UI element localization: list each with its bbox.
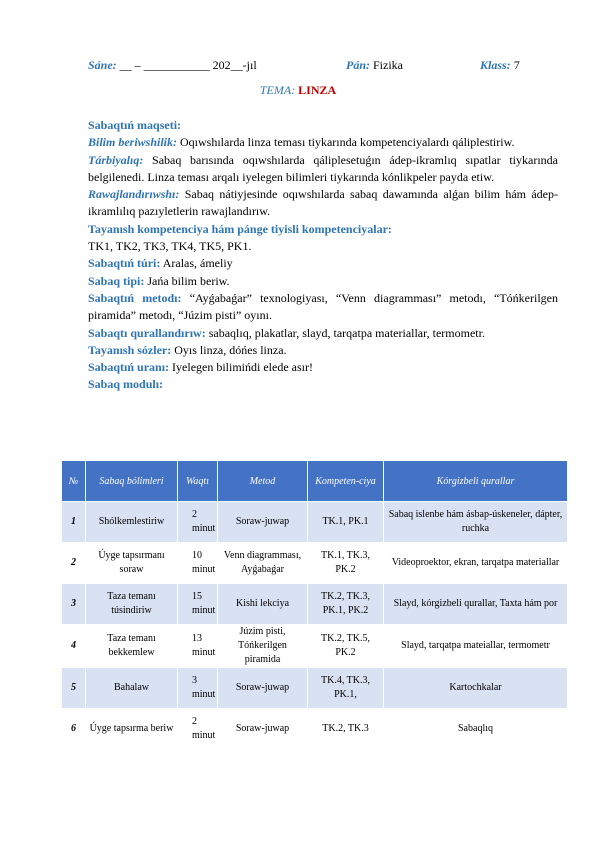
aim-developmental <box>88 186 558 221</box>
row-competency: TK.1, TK.3, PK.2 <box>308 543 384 584</box>
table-row <box>62 502 568 543</box>
lesson-motto <box>88 359 558 376</box>
row-time: 2 minut <box>178 709 218 750</box>
row-method: Soraw-juwap <box>218 709 308 750</box>
upbringing-label: Tárbiyalıq: <box>88 152 144 167</box>
lesson-type-label: Sabaq tipi: <box>88 273 145 288</box>
date-label: Sáne: <box>88 58 117 72</box>
key-words <box>88 342 558 359</box>
key-words-label: Tayanısh sózler: <box>88 342 172 357</box>
row-section: Taza temanı túsindiriw <box>86 584 178 625</box>
row-method: Kishi lekciya <box>218 584 308 625</box>
educational-label: Bilim beriwshilik: <box>88 135 178 150</box>
subject-value: Fizika <box>373 58 403 72</box>
developmental-label: Rawajlandırıwshı: <box>88 187 180 202</box>
col-header-method: Metod <box>218 461 308 502</box>
row-method: Soraw-juwap <box>218 668 308 709</box>
key-words-text: Oyıs linza, dóńes linza. <box>174 342 287 357</box>
row-competency: TK.2, TK.3, PK.1, PK.2 <box>308 584 384 625</box>
competencies-heading: Tayanısh kompetenciya hám pánge tiyisli kompetenciyalar: <box>88 221 392 236</box>
class-label: Klass: <box>480 58 511 72</box>
lesson-kind <box>88 255 558 272</box>
lesson-type-text: Jańa bilim beriw. <box>147 273 230 288</box>
row-method: Júzim pisti, Tóńkerilgen piramida <box>218 625 308 668</box>
row-number: 5 <box>62 668 86 709</box>
col-header-sections: Sabaq bólimleri <box>86 461 178 502</box>
aim-upbringing <box>88 152 558 187</box>
aim-heading: Sabaqtıń maqseti: <box>88 118 182 132</box>
lesson-kind-text: Aralas, ámeliy <box>162 256 233 271</box>
developmental-text: Sabaq nátiyjesinde oqıwshılarda sabaq dawamında alǵan bilim hám ádep-ikramlılıq pazıyletlerin rawajlandırıw. <box>88 187 559 219</box>
date-field <box>88 58 257 73</box>
row-time: 15 minut <box>178 584 218 625</box>
table-row <box>62 584 568 625</box>
lesson-header <box>88 58 558 74</box>
table-row <box>62 543 568 584</box>
row-method: Venn diagramması, Ayǵabaǵar <box>218 543 308 584</box>
lesson-plan-body <box>88 117 558 394</box>
topic-value: LINZA <box>298 83 337 97</box>
col-header-competency: Kompeten-ciya <box>308 461 384 502</box>
lesson-kind-label: Sabaqtıń túri: <box>88 256 161 271</box>
row-number: 3 <box>62 584 86 625</box>
topic-label: TEMA: <box>259 83 296 97</box>
class-value: 7 <box>513 58 520 72</box>
col-header-number: № <box>62 461 86 502</box>
row-competency: TK.2, TK.5, PK.2 <box>308 625 384 668</box>
col-header-time: Waqtı <box>178 461 218 502</box>
educational-text: Oqıwshılarda linza teması tiykarında kompetenciyalardı qáliplestiriw. <box>180 135 515 150</box>
row-time: 3 minut <box>178 668 218 709</box>
competencies-text: TK1, TK2, TK3, TK4, TK5, PK1. <box>88 239 252 254</box>
lesson-method-label: Sabaqtıń metodı: <box>88 290 182 305</box>
row-visual-aids: Slayd, kórgizbeli qurallar, Taxta hám por <box>384 584 568 625</box>
lesson-type <box>88 273 558 290</box>
row-competency: TK.2, TK.3 <box>308 709 384 750</box>
row-visual-aids: Kartochkalar <box>384 668 568 709</box>
row-section: Úyge tapsırmanı soraw <box>86 543 178 584</box>
row-time: 13 minut <box>178 625 218 668</box>
row-number: 1 <box>62 502 86 543</box>
lesson-method <box>88 290 558 325</box>
col-header-visual-aids: Kórgizbeli qurallar <box>384 461 568 502</box>
table-row <box>62 709 568 750</box>
row-section: Taza temanı bekkemlew <box>86 625 178 668</box>
row-section: Úyge tapsırma beriw <box>86 709 178 750</box>
lesson-equipment-text: sabaqlıq, plakatlar, slayd, tarqatpa materiallar, termometr. <box>208 325 485 340</box>
date-value: __ – ___________ 202__-jıl <box>119 58 257 72</box>
aim-educational <box>88 134 558 151</box>
subject-label: Pán: <box>346 58 370 72</box>
lesson-motto-label: Sabaqtıń uranı: <box>88 360 170 375</box>
row-time: 10 minut <box>178 543 218 584</box>
subject-field <box>346 58 403 73</box>
lesson-module-heading: Sabaq modulı: <box>88 377 164 392</box>
row-competency: TK.1, PK.1 <box>308 502 384 543</box>
row-visual-aids: Videoproektor, ekran, tarqatpa materiallar <box>384 543 568 584</box>
table-row <box>62 668 568 709</box>
upbringing-text: Sabaq barısında oqıwshılarda qáliplesetuǵın ádep-ikramlıq sıpatlar tiykarında belgilenedi. Linza teması arqalı iyelegen bilimleri tiykarında kónlikpeler payda etiw. <box>88 152 558 184</box>
lesson-topic <box>0 83 596 98</box>
table-row <box>62 625 568 668</box>
table-header-row <box>62 461 568 502</box>
lesson-equipment <box>88 325 558 342</box>
class-field <box>480 58 520 73</box>
row-number: 6 <box>62 709 86 750</box>
row-competency: TK.4, TK.3, PK.1, <box>308 668 384 709</box>
row-visual-aids: Sabaqlıq <box>384 709 568 750</box>
row-visual-aids: Sabaq islenbe hám ásbap-úskeneler, dápter, ruchka <box>384 502 568 543</box>
row-method: Soraw-juwap <box>218 502 308 543</box>
lesson-equipment-label: Sabaqtı qurallandırıw: <box>88 325 206 340</box>
row-number: 4 <box>62 625 86 668</box>
row-visual-aids: Slayd, tarqatpa mateiallar, termometr <box>384 625 568 668</box>
row-number: 2 <box>62 543 86 584</box>
lesson-motto-text: Iyelegen bilimińdi elede asır! <box>172 360 313 375</box>
lesson-module-table <box>61 460 568 750</box>
row-time: 2 minut <box>178 502 218 543</box>
row-section: Shólkemlestiriw <box>86 502 178 543</box>
row-section: Bahalaw <box>86 668 178 709</box>
lesson-method-text: “Ayǵabaǵar” texnologiyası, “Venn diagramması” metodı, “Tóńkerilgen piramida” metodı, “Júzim pisti” oyını. <box>88 290 558 323</box>
